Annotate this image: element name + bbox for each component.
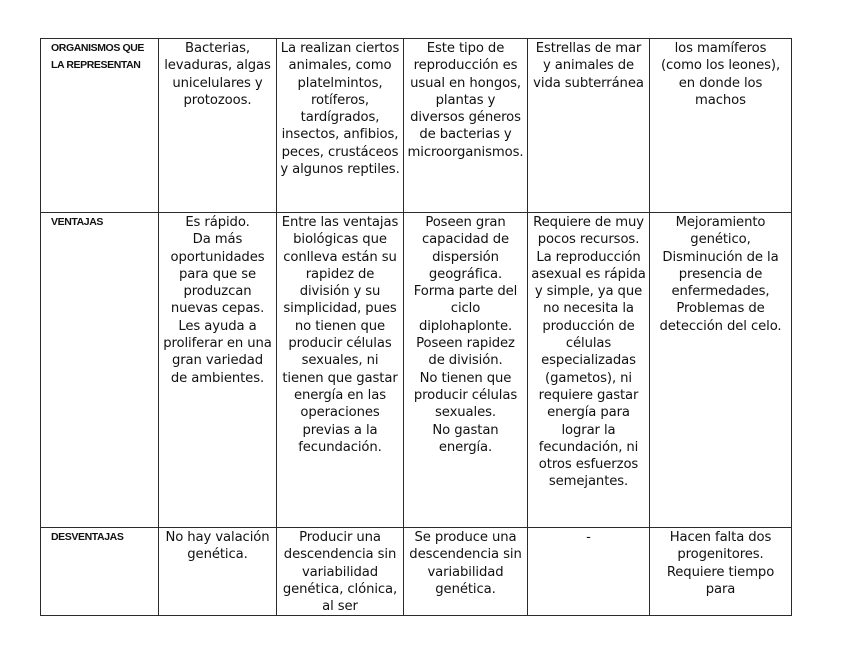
table-cell: Hacen falta dos progenitores. Requiere tiempo para <box>650 528 792 616</box>
table-cell: Bacterias, levaduras, algas unicelulares y protozoos. <box>159 39 277 213</box>
table-cell: Requiere de muy pocos recursos. La reproducción asexual es rápida y simple, ya que no necesita la producción de células especializadas (gametos), ni requiere gastar energía para lograr la fecundación, ni otros esfuerzos semejantes. <box>528 213 650 528</box>
table-cell: Producir una descendencia sin variabilidad genética, clónica, al ser <box>277 528 404 616</box>
table-row-organismos <box>41 39 792 213</box>
table-cell: - <box>528 528 650 616</box>
table-cell: Este tipo de reproducción es usual en hongos, plantas y diversos géneros de bacterias y microorganismos. <box>404 39 528 213</box>
table-cell: Entre las ventajas biológicas que conlleva están su rapidez de división y su simplicidad, pues no tienen que producir células sexuales, ni tienen que gastar energía en las operaciones previas a la fecundación. <box>277 213 404 528</box>
table-cell: No hay valación genética. <box>159 528 277 616</box>
table-cell: Mejoramiento genético, Disminución de la presencia de enfermedades, Problemas de detección del celo. <box>650 213 792 528</box>
table-cell: los mamíferos (como los leones), en donde los machos <box>650 39 792 213</box>
table-row-ventajas <box>41 213 792 528</box>
comparison-table <box>40 38 792 616</box>
table-cell: Estrellas de mar y animales de vida subterránea <box>528 39 650 213</box>
row-label-desventajas: DESVENTAJAS <box>41 528 159 616</box>
row-label-organismos: ORGANISMOS QUE LA REPRESENTAN <box>41 39 159 213</box>
table-cell: Es rápido. Da más oportunidades para que se produzcan nuevas cepas. Les ayuda a proliferar en una gran variedad de ambientes. <box>159 213 277 528</box>
row-label-ventajas: VENTAJAS <box>41 213 159 528</box>
table-row-desventajas <box>41 528 792 616</box>
table-cell: Se produce una descendencia sin variabilidad genética. <box>404 528 528 616</box>
table-cell: Poseen gran capacidad de dispersión geográfica. Forma parte del ciclo diplohaplonte. Poseen rapidez de división. No tienen que producir células sexuales. No gastan energía. <box>404 213 528 528</box>
table-cell: La realizan ciertos animales, como platelmintos, rotíferos, tardígrados, insectos, anfibios, peces, crustáceos y algunos reptiles. <box>277 39 404 213</box>
